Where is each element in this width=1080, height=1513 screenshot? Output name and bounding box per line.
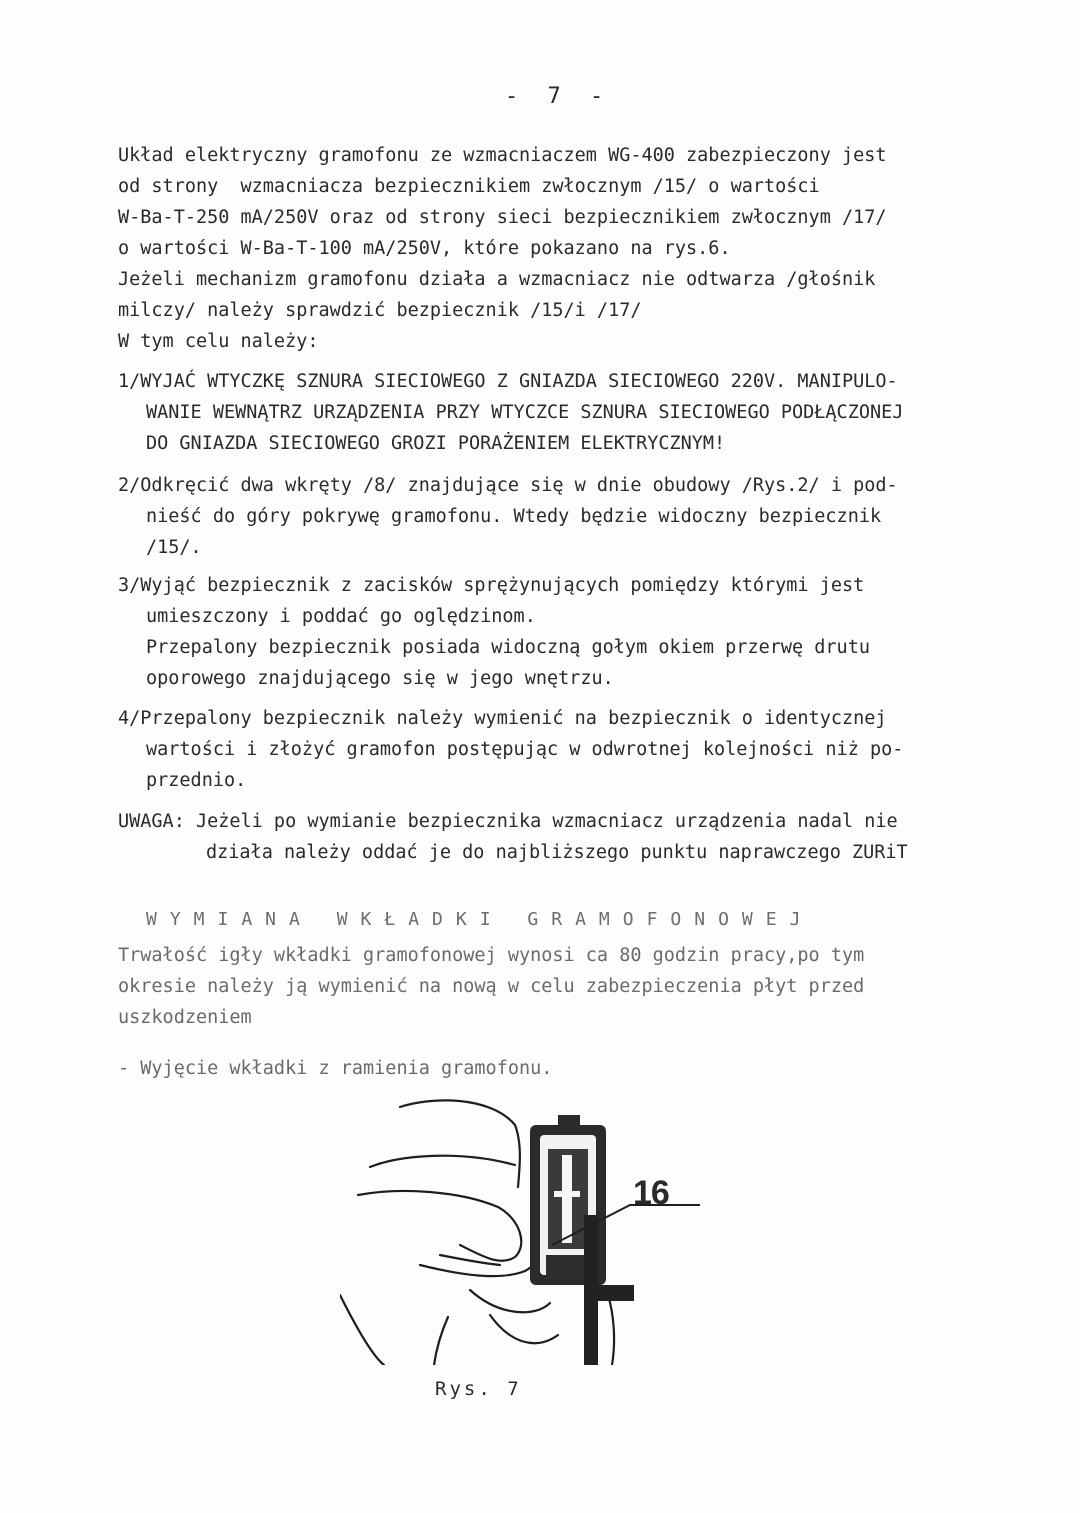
- intro-paragraph: [118, 140, 998, 264]
- check-paragraph: [118, 264, 998, 357]
- bullet-item: [118, 1053, 998, 1084]
- step-1: [118, 366, 998, 459]
- step-line: 3/Wyjąć bezpiecznik z zacisków sprężynujących pomiędzy którymi jest: [118, 575, 865, 596]
- step-line: przednio.: [146, 770, 247, 791]
- text-line: Układ elektryczny gramofonu ze wzmacniaczem WG-400 zabezpieczony jest: [118, 145, 887, 166]
- warning-note: [118, 806, 998, 868]
- wrist-line: [340, 1295, 384, 1365]
- step-line: /15/.: [146, 537, 202, 558]
- step-line: wartości i złożyć gramofon postępując w odwrotnej kolejności niż po-: [146, 739, 904, 760]
- text-line: W tym celu należy:: [118, 331, 319, 352]
- text-line: od strony wzmacniacza bezpiecznikiem zwłocznym /15/ o wartości: [118, 176, 820, 197]
- text-line: uszkodzeniem: [118, 1007, 252, 1028]
- section-heading: WYMIANA WKŁADKI GRAMOFONOWEJ: [146, 909, 814, 930]
- text-line: Trwałość igły wkładki gramofonowej wynosi ca 80 godzin pracy,po tym: [118, 945, 865, 966]
- text-line: Jeżeli mechanizm gramofonu działa a wzmacniacz nie odtwarza /głośnik: [118, 269, 876, 290]
- step-line: oporowego znajdującego się w jego wnętrzu.: [146, 668, 614, 689]
- callout-number: 16: [633, 1174, 669, 1212]
- finger: [470, 1290, 550, 1312]
- step-line: WANIE WEWNĄTRZ URZĄDZENIA PRZY WTYCZCE SZNURA SIECIOWEGO PODŁĄCZONEJ: [146, 402, 904, 423]
- thumb: [420, 1227, 541, 1276]
- step-line: Przepalony bezpiecznik posiada widoczną gołym okiem przerwę drutu: [146, 637, 870, 658]
- note-line: UWAGA: Jeżeli po wymianie bezpiecznika wzmacniacz urządzenia nadal nie: [118, 811, 898, 832]
- text-line: milczy/ należy sprawdzić bezpiecznik /15/i /17/: [118, 300, 642, 321]
- step-line: umieszczony i poddać go oględzinom.: [146, 606, 536, 627]
- text-line: okresie należy ją wymienić na nową w celu zabezpieczenia płyt przed: [118, 976, 865, 997]
- step-line: nieść do góry pokrywę gramofonu. Wtedy będzie widoczny bezpiecznik: [146, 506, 882, 527]
- text-line: o wartości W-Ba-T-100 mA/250V, które pokazano na rys.6.: [118, 238, 731, 259]
- step-line: 1/WYJAĆ WTYCZKĘ SZNURA SIECIOWEGO Z GNIAZDA SIECIOWEGO 220V. MANIPULO-: [118, 371, 898, 392]
- cartridge-removal-illustration: [340, 1095, 700, 1365]
- step-line: DO GNIAZDA SIECIOWEGO GROZI PORAŻENIEM ELEKTRYCZNYM!: [146, 433, 726, 454]
- text-line: W-Ba-T-250 mA/250V oraz od strony sieci bezpiecznikiem zwłocznym /17/: [118, 207, 887, 228]
- hand-outline: [370, 1156, 515, 1167]
- page-number: - 7 -: [505, 84, 612, 109]
- note-line: działa należy oddać je do najbliższego punktu naprawczego ZURiT: [206, 842, 908, 863]
- finger: [490, 1315, 558, 1343]
- wrist-line: [608, 1295, 614, 1365]
- hand-outline: [400, 1100, 520, 1187]
- step-3: [118, 570, 998, 694]
- wrist-line: [434, 1317, 448, 1365]
- step-line: 2/Odkręcić dwa wkręty /8/ znajdujące się w dnie obudowy /Rys.2/ i pod-: [118, 475, 898, 496]
- index-finger: [358, 1191, 521, 1261]
- bullet-line: - Wyjęcie wkładki z ramienia gramofonu.: [118, 1058, 553, 1079]
- step-line: 4/Przepalony bezpiecznik należy wymienić na bezpiecznik o identycznej: [118, 708, 887, 729]
- step-2: [118, 470, 998, 563]
- cartridge-paragraph: [118, 940, 998, 1033]
- figure-caption: Rys. 7: [435, 1378, 522, 1400]
- step-4: [118, 703, 998, 796]
- tonearm-cartridge: [530, 1115, 634, 1365]
